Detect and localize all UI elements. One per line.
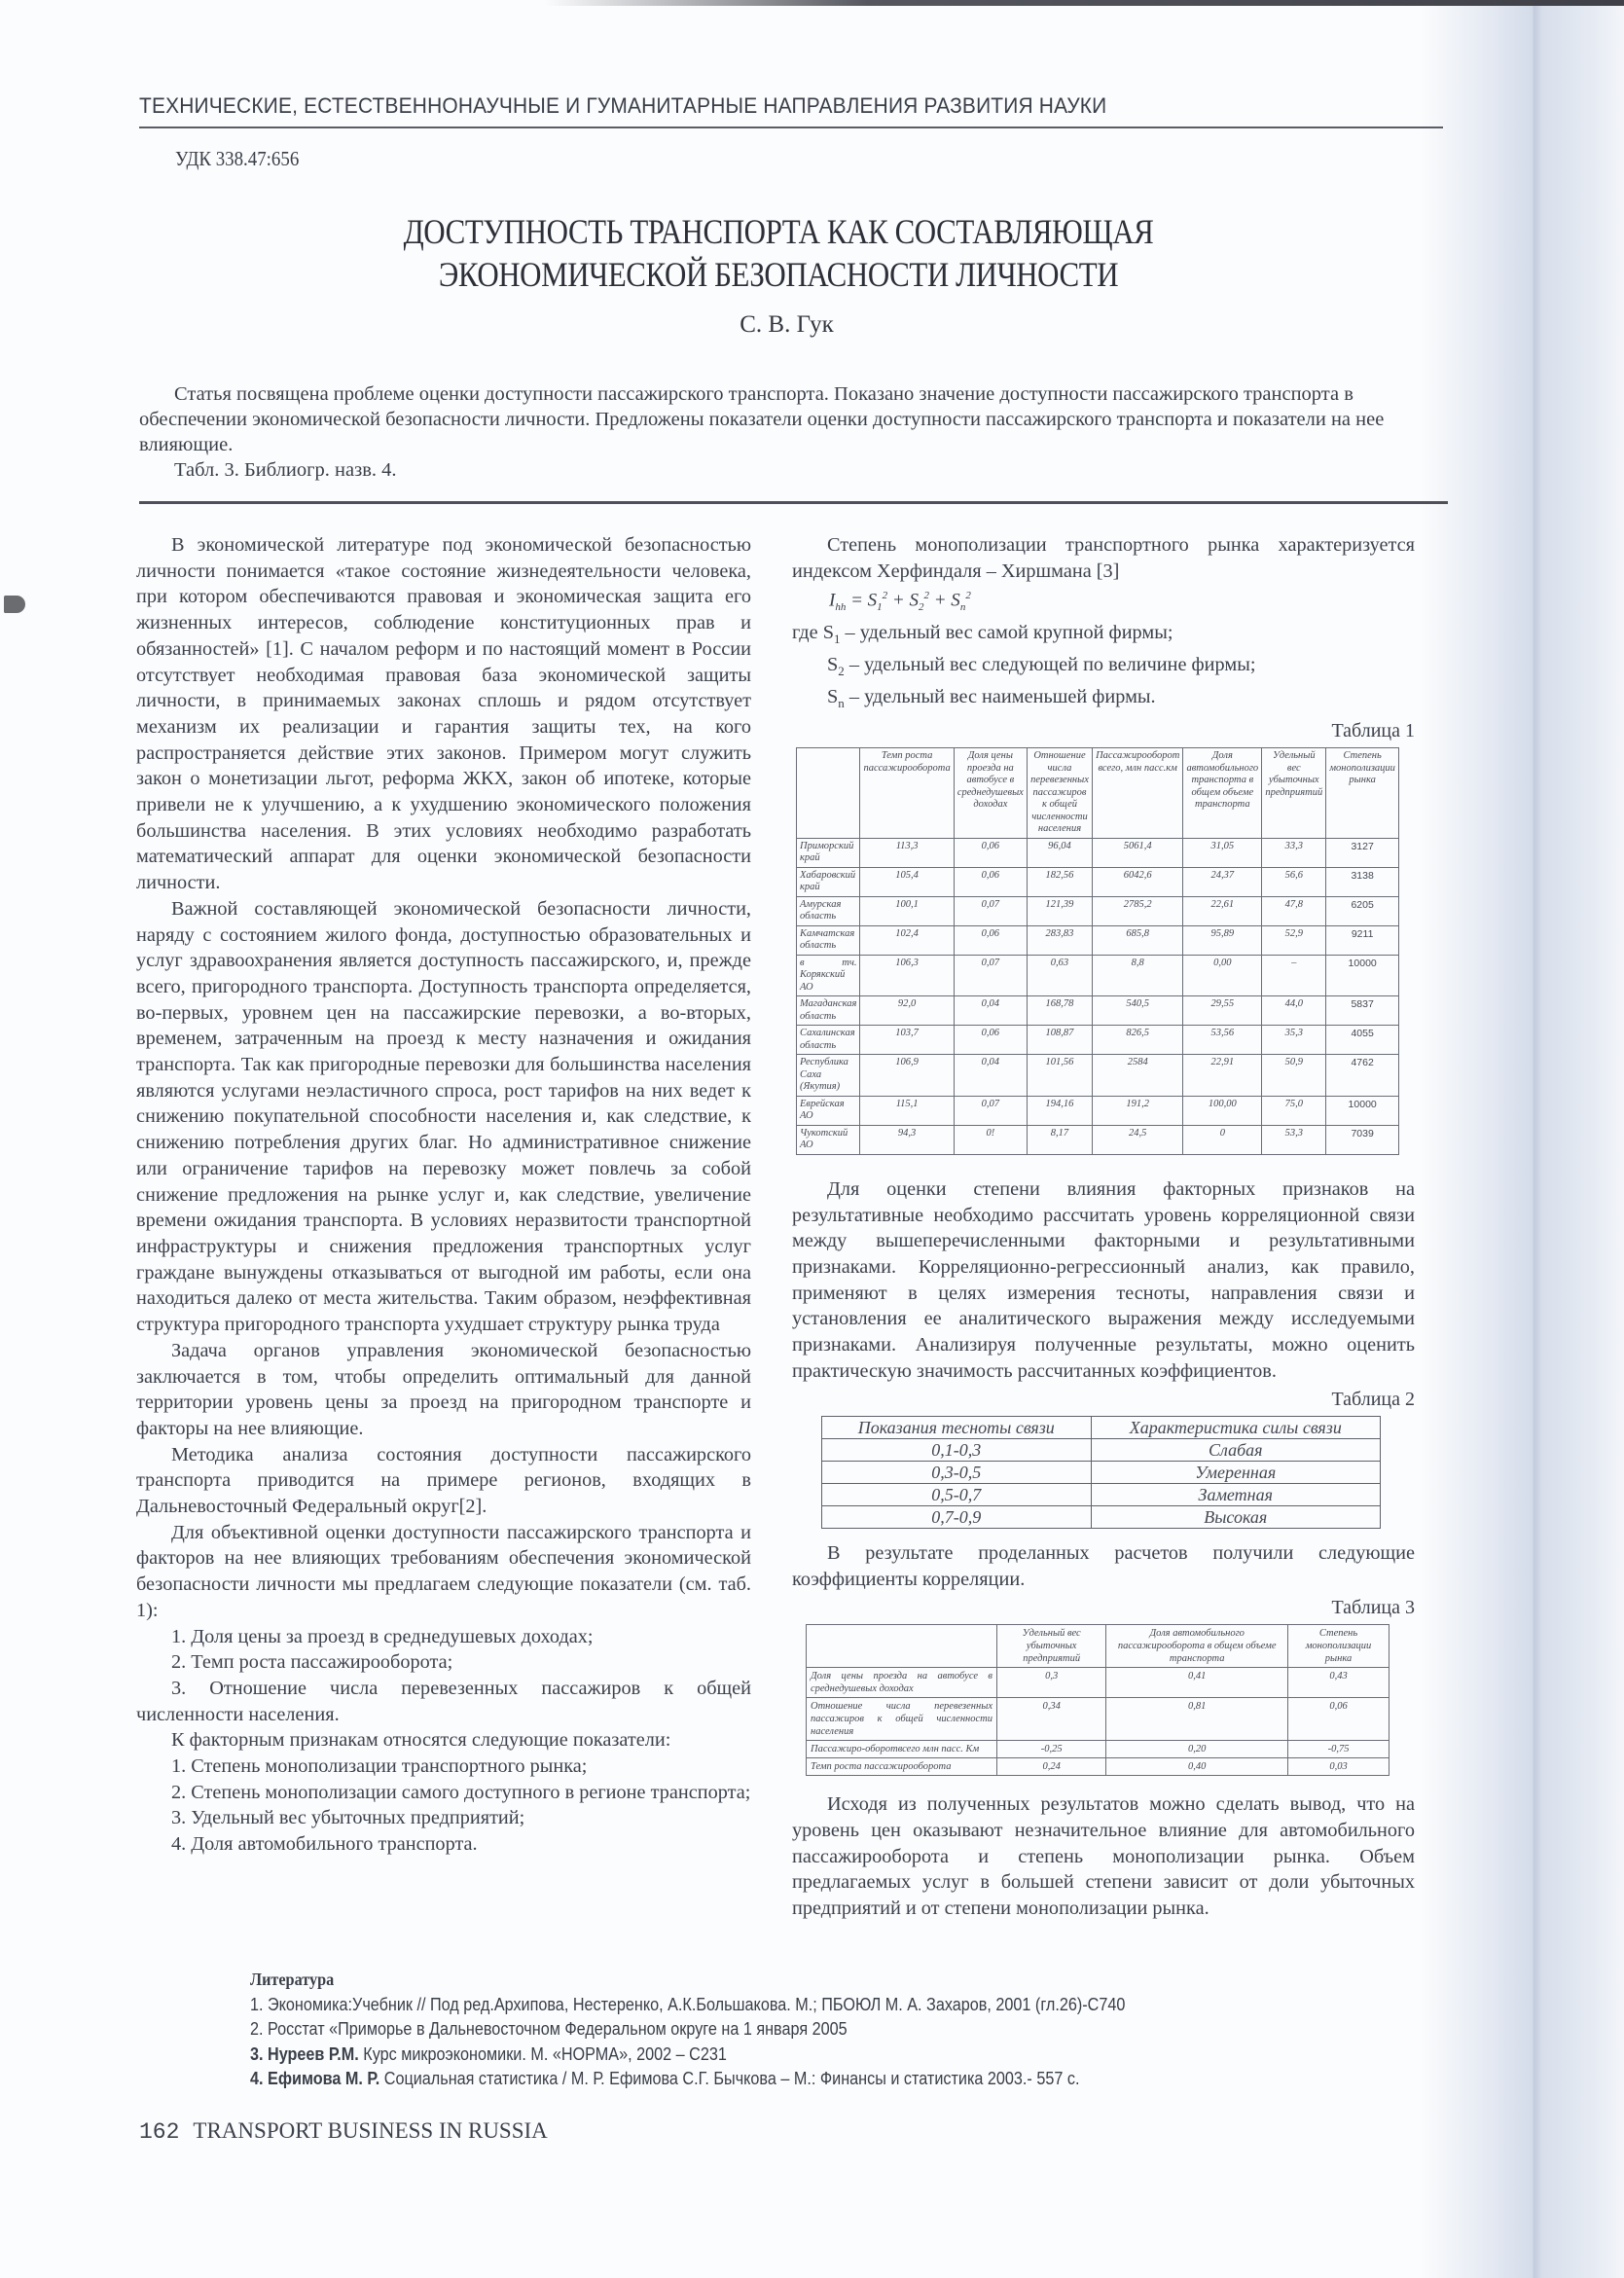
row-label-cell: Отношение числа перевезенных пассажиров к общей численности населения [807, 1698, 997, 1741]
author-container [0, 311, 1624, 339]
list-item: 1. Доля цены за проезд в среднедушевых доходах; [171, 1625, 594, 1647]
def-symbol: S [822, 621, 834, 643]
table-cell: 168,78 [1027, 996, 1092, 1026]
reference-item [250, 2067, 1301, 2092]
table-cell: 0,07 [954, 1096, 1027, 1125]
paragraph: Для объективной оценки доступности пассажирского транспорта и факторов на нее влияющих требованиям обеспечения экономической безопасности личности мы предлагаем следующие показатели (см. таб. 1): [136, 1521, 751, 1621]
row-label-cell: Приморский край [797, 838, 860, 867]
formula-term-sub: 1 [877, 601, 883, 614]
table-cell: Слабая [1091, 1439, 1380, 1462]
table-cell: Умеренная [1091, 1462, 1380, 1484]
table-cell: 0,06 [954, 838, 1027, 867]
def-symbol: S [827, 685, 839, 707]
table-cell: 108,87 [1027, 1026, 1092, 1055]
page-gutter-shadow [1420, 0, 1624, 2278]
table-cell: 4055 [1326, 1026, 1399, 1055]
formula-definitions [792, 620, 1415, 716]
row-label-cell: 0,1-0,3 [822, 1439, 1092, 1462]
table-row [797, 867, 1399, 896]
table-cell: 52,9 [1262, 925, 1326, 955]
table-cell: 0,34 [997, 1698, 1106, 1741]
table-header-cell: Темп роста пассажирооборота [860, 748, 954, 839]
table-cell: 22,61 [1183, 896, 1262, 925]
table-cell: 100,00 [1183, 1096, 1262, 1125]
table-cell: 106,3 [860, 955, 954, 996]
right-column [792, 532, 1415, 1922]
row-label-cell: Сахалинская область [797, 1026, 860, 1055]
table-cell: 182,56 [1027, 867, 1092, 896]
article-title-line-1: ДОСТУПНОСТЬ ТРАНСПОРТА КАК СОСТАВЛЯЮЩАЯ [403, 212, 1154, 251]
row-label-cell: Доля цены проезда на автобусе в среднедушевых доходах [807, 1668, 997, 1698]
table-cell: 101,56 [1027, 1055, 1092, 1097]
def-sub: 1 [833, 631, 841, 646]
formula-lhs: I [829, 590, 836, 611]
def-sub: 2 [838, 663, 845, 678]
def-sub: n [838, 695, 845, 710]
abstract [139, 381, 1448, 483]
table-row [822, 1484, 1381, 1506]
paragraph: В результате проделанных расчетов получили следующие коэффициенты корреляции. [792, 1542, 1415, 1590]
table-cell: 92,0 [860, 996, 954, 1026]
table-cell: 5837 [1326, 996, 1399, 1026]
hhi-formula: $I_{hh} = S_1^2 + S_2^2 + S_n^2$ [829, 590, 971, 614]
table-cell: 0,03 [1288, 1758, 1389, 1776]
article-title-line-2: ЭКОНОМИЧЕСКОЙ БЕЗОПАСНОСТИ ЛИЧНОСТИ [438, 255, 1119, 294]
list-item: 3. Удельный вес убыточных предприятий; [171, 1807, 525, 1829]
table-cell: 0,07 [954, 955, 1027, 996]
row-label-cell: Темп роста пассажирооборота [807, 1758, 997, 1776]
table-cell: 50,9 [1262, 1055, 1326, 1097]
table-cell: 24,37 [1183, 867, 1262, 896]
reference-text: 1. Экономика:Учебник // Под ред.Архипова, Нестеренко, А.К.Большакова. М.; ПБОЮЛ М. А. Захаров, 2001 (гл.26)-С740 [250, 1994, 1126, 2014]
table-header-cell: Удельный вес убыточных предприятий [997, 1625, 1106, 1668]
reference-item [250, 2017, 1301, 2043]
page-number: 162 [139, 2119, 180, 2145]
table-cell: 8,17 [1027, 1125, 1092, 1154]
table-cell: 0,40 [1106, 1758, 1288, 1776]
paragraph: Исходя из полученных результатов можно сделать вывод, что на уровень цен оказывают незначительное влияние для автомобильного пассажирооборота и степень монополизации рынка. Объем предлагаемых услуг в большей степени зависит от доли убыточных предприятий и от степени монополизации рынка. [792, 1793, 1415, 1920]
references-heading: Литература [250, 1970, 335, 1989]
list-item: 2. Степень монополизации самого доступного в регионе транспорта; [171, 1781, 751, 1803]
table-header-cell: Удельный вес убыточных предприятий [1262, 748, 1326, 839]
paragraph: Для оценки степени влияния факторных признаков на результативные необходимо рассчитать уровень корреляционной связи между вышеперечисленными факторными и результативными признаками. Корреляционно-регрессионный анализ, как правило, применяют в целях измерения тесноты, направления связи и установления ее аналитического выражения между исследуемыми признаками. Анализируя полученные результаты, можно оценить практическую значимость рассчитанных коэффициентов. [792, 1177, 1415, 1382]
table-cell: Высокая [1091, 1506, 1380, 1529]
table-cell: 95,89 [1183, 925, 1262, 955]
table-header-cell [797, 748, 860, 839]
reference-text: 2. Росстат «Приморье в Дальневосточном Федеральном округе на 1 января 2005 [250, 2019, 848, 2039]
row-label-cell: Хабаровский край [797, 867, 860, 896]
abstract-ref-count: Табл. 3. Библиогр. назв. 4. [174, 459, 397, 481]
scan-artifact-mark [4, 596, 25, 613]
table-row [797, 996, 1399, 1026]
row-label-cell: 0,5-0,7 [822, 1484, 1092, 1506]
table-row [797, 896, 1399, 925]
abstract-divider [139, 501, 1448, 504]
table-header-cell: Доля автомобильного пассажирооборота в общем объеме транспорта [1106, 1625, 1288, 1668]
table-cell: 4762 [1326, 1055, 1399, 1097]
table-header-cell: Доля автомобильного транспорта в общем объеме транспорта [1183, 748, 1262, 839]
table-cell: 0! [954, 1125, 1027, 1154]
list-item: 4. Доля автомобильного транспорта. [171, 1833, 478, 1856]
reference-author: 4. Ефимова М. Р. [250, 2069, 380, 2088]
abstract-text: Статья посвящена проблеме оценки доступности пассажирского транспорта. Показано значение доступности пассажирского транспорта в обеспечении экономической безопасности личности. Предложены показатели оценки доступности пассажирского транспорта и показатели на нее влияющие. [139, 383, 1385, 455]
reference-item [250, 2043, 1301, 2068]
table-cell: 44,0 [1262, 996, 1326, 1026]
table-cell: 283,83 [1027, 925, 1092, 955]
table-row [797, 1026, 1399, 1055]
table-cell: 5061,4 [1093, 838, 1183, 867]
table-cell: 115,1 [860, 1096, 954, 1125]
table-cell: 103,7 [860, 1026, 954, 1055]
table-cell: 9211 [1326, 925, 1399, 955]
header-divider [139, 127, 1443, 128]
table-1 [796, 747, 1399, 1155]
table-cell: 22,91 [1183, 1055, 1262, 1097]
table-header-cell: Характеристика силы связи [1091, 1417, 1380, 1439]
table-cell: 96,04 [1027, 838, 1092, 867]
table-row [807, 1698, 1389, 1741]
table-cell: 0,06 [1288, 1698, 1389, 1741]
table-cell: 29,55 [1183, 996, 1262, 1026]
row-label-cell: Пассажиро-оборотвсего млн пасс. Км [807, 1741, 997, 1758]
paragraph: Степень монополизации транспортного рынка характеризуется индексом Херфиндаля – Хиршмана [3] [792, 534, 1415, 582]
table-cell: 826,5 [1093, 1026, 1183, 1055]
table-row [797, 1055, 1399, 1097]
table-cell: 6042,6 [1093, 867, 1183, 896]
row-label-cell: 0,3-0,5 [822, 1462, 1092, 1484]
author: С. В. Гук [740, 311, 834, 338]
table-row [807, 1758, 1389, 1776]
table-cell: 0,06 [954, 925, 1027, 955]
formula-equals: = [846, 590, 868, 611]
running-head: ТЕХНИЧЕСКИЕ, ЕСТЕСТВЕННОНАУЧНЫЕ И ГУМАНИТАРНЫЕ НАПРАВЛЕНИЯ РАЗВИТИЯ НАУКИ [139, 93, 1107, 118]
table-cell: 35,3 [1262, 1026, 1326, 1055]
table-cell: 75,0 [1262, 1096, 1326, 1125]
table-header-cell [807, 1625, 997, 1668]
references-list [250, 1993, 1301, 2092]
table-cell: 0,07 [954, 896, 1027, 925]
reference-text: Курс микроэкономики. М. «НОРМА», 2002 – С231 [358, 2043, 727, 2064]
table-cell: 0,41 [1106, 1668, 1288, 1698]
table-cell: 194,16 [1027, 1096, 1092, 1125]
table-cell: -0,75 [1288, 1741, 1389, 1758]
table-cell: 0,63 [1027, 955, 1092, 996]
table-cell: 2584 [1093, 1055, 1183, 1097]
paragraph: В экономической литературе под экономической безопасностью личности понимается «такое состояние жизнедеятельности человека, при котором обеспечиваются правовая и экономическая защита его жизненных интересов, соблюдение конституционных прав и обязанностей» [1]. С началом реформ и по настоящий момент в России отсутствует необходимая правовая база экономической защиты личности, в принимаемых законах сплошь и рядом отсутствует механизм их реализации и гарантия защиты тех, на кого распространяется действие этих законов. Примером могут служить закон о монетизации льгот, реформа ЖКХ, закон об ипотеке, которые привели не к улучшению, а к ухудшению экономического положения большинства населения. В этих условиях необходимо разработать математический аппарат для оценки экономической безопасности личности. [136, 534, 751, 894]
def-text: – удельный вес следующей по величине фирмы; [844, 653, 1256, 675]
table-header-cell: Степень монополизации рынка [1326, 748, 1399, 839]
table-cell: 56,6 [1262, 867, 1326, 896]
references [250, 1968, 1301, 2092]
table-cell: 540,5 [1093, 996, 1183, 1026]
reference-text: Социальная статистика / М. Р. Ефимова С.Г. Бычкова – М.: Финансы и статистика 2003.- 557 с. [379, 2069, 1080, 2088]
table-3 [806, 1624, 1389, 1776]
row-label-cell: Амурская область [797, 896, 860, 925]
row-label-cell: Магаданская область [797, 996, 860, 1026]
formula-lhs-sub: hh [835, 601, 847, 614]
list-item: 2. Темп роста пассажирооборота; [171, 1651, 453, 1674]
table-cell: 10000 [1326, 955, 1399, 996]
table-cell: 191,2 [1093, 1096, 1183, 1125]
udk-code: УДК 338.47:656 [175, 147, 300, 170]
table-cell: 7039 [1326, 1125, 1399, 1154]
table-cell: 0,3 [997, 1668, 1106, 1698]
table-header-cell: Степень монополизации рынка [1288, 1625, 1389, 1668]
article-title [235, 210, 1322, 296]
table-row [797, 925, 1399, 955]
table-cell: 0,20 [1106, 1741, 1288, 1758]
paragraph: Задача органов управления экономической безопасностью заключается в том, чтобы определить оптимальный для данной территории уровень цены за проезд на пригородном транспорте и факторы на нее влияющие. [136, 1339, 751, 1439]
row-label-cell: в тч. Корякский АО [797, 955, 860, 996]
table-cell: 53,3 [1262, 1125, 1326, 1154]
table-cell: 33,3 [1262, 838, 1326, 867]
table-header-cell: Показания тесноты связи [822, 1417, 1092, 1439]
table-cell: Заметная [1091, 1484, 1380, 1506]
table-cell: 0,06 [954, 1026, 1027, 1055]
table-cell: 0,04 [954, 996, 1027, 1026]
journal-name: TRANSPORT BUSINESS IN RUSSIA [193, 2118, 548, 2143]
reference-author: 3. Нуреев Р.М. [250, 2043, 359, 2064]
table-cell: 121,39 [1027, 896, 1092, 925]
definition-item [792, 620, 1415, 652]
table-cell: 0,00 [1183, 955, 1262, 996]
table-cell: 53,56 [1183, 1026, 1262, 1055]
table-cell: 106,9 [860, 1055, 954, 1097]
reference-item [250, 1993, 1301, 2018]
table-cell: 3138 [1326, 867, 1399, 896]
table-cell: 0,04 [954, 1055, 1027, 1097]
table-row [797, 1125, 1399, 1154]
row-label-cell: Камчатская область [797, 925, 860, 955]
definition-item [792, 652, 1415, 684]
definition-item [792, 684, 1415, 716]
table-cell: 31,05 [1183, 838, 1262, 867]
def-symbol: S [827, 653, 839, 675]
paragraph: К факторным признакам относятся следующие показатели: [171, 1729, 671, 1752]
table-cell: – [1262, 955, 1326, 996]
page-footer [139, 2118, 548, 2145]
def-text: – удельный вес самой крупной фирмы; [840, 621, 1173, 643]
table-cell: 24,5 [1093, 1125, 1183, 1154]
table-cell: 0 [1183, 1125, 1262, 1154]
row-label-cell: Республика Саха (Якутия) [797, 1055, 860, 1097]
formula-term-sub: 2 [918, 601, 924, 614]
def-prefix: где [792, 621, 823, 643]
table3-caption: Таблица 3 [1331, 1596, 1415, 1618]
table-row [797, 838, 1399, 867]
table-cell: 6205 [1326, 896, 1399, 925]
row-label-cell: Чукотский АО [797, 1125, 860, 1154]
table-row [807, 1741, 1389, 1758]
def-text: – удельный вес наименьшей фирмы. [844, 685, 1156, 707]
table-row [797, 955, 1399, 996]
table-cell: 0,24 [997, 1758, 1106, 1776]
table-row [822, 1439, 1381, 1462]
table-row [807, 1668, 1389, 1698]
table-header-cell: Доля цены проезда на автобусе в среднедушевых доходах [954, 748, 1027, 839]
list-item: 3. Отношение числа перевезенных пассажиров к общей численности населения. [136, 1677, 751, 1725]
table-cell: 0,81 [1106, 1698, 1288, 1741]
scan-top-edge [545, 0, 1624, 6]
table-cell: 2785,2 [1093, 896, 1183, 925]
table-cell: 102,4 [860, 925, 954, 955]
paragraph: Методика анализа состояния доступности пассажирского транспорта приводится на примере регионов, входящих в Дальневосточный Федеральный округ[2]. [136, 1443, 751, 1518]
row-label-cell: 0,7-0,9 [822, 1506, 1092, 1529]
table-cell: 0,43 [1288, 1668, 1389, 1698]
table-header-cell: Отношение числа перевезенных пассажиров к общей численности населения [1027, 748, 1092, 839]
table2-caption: Таблица 2 [1331, 1388, 1415, 1410]
table1-caption: Таблица 1 [1331, 719, 1415, 741]
table-header-cell: Пассажирооборот всего, млн пасс.км [1093, 748, 1183, 839]
list-item: 1. Степень монополизации транспортного рынка; [171, 1755, 588, 1778]
table-cell: 0,06 [954, 867, 1027, 896]
table-cell: 47,8 [1262, 896, 1326, 925]
table-cell: 113,3 [860, 838, 954, 867]
table-cell: -0,25 [997, 1741, 1106, 1758]
table-cell: 8,8 [1093, 955, 1183, 996]
table-cell: 100,1 [860, 896, 954, 925]
table-2 [821, 1416, 1381, 1529]
table-row [822, 1506, 1381, 1529]
table-cell: 10000 [1326, 1096, 1399, 1125]
table-cell: 105,4 [860, 867, 954, 896]
row-label-cell: Еврейская АО [797, 1096, 860, 1125]
formula-term-sub: n [959, 601, 966, 614]
table-row [822, 1462, 1381, 1484]
paragraph: Важной составляющей экономической безопасности личности, наряду с состоянием жилого фонда, доступностью образовательных и услуг здравоохранения является доступность пассажирского, и, прежде всего, пригородного транспорта. Доступность транспорта определяется, во-первых, уровнем цен на пассажирские перевозки, а во-вторых, временем, затраченным на проезд к месту назначения и ожидания транспорта. Так как пригородные перевозки для большинства населения являются услугами неэластичного спроса, рост тарифов на них ведет к снижению покупательной способности населения и, как следствие, к снижению потребления других благ. Но административное снижение или ограничение тарифов на перевозку может повлечь за собой снижение предложения на рынке услуг и, как следствие, увеличение времени ожидания транспорта. В условиях неразвитости транспортной инфраструктуры и снижения предложения транспортных услуг граждане вынуждены отказываться от выгодной им работы, если она находиться далеко от места жительства. Таким образом, неэффективная структура пригородного транспорта ухудшает структуру рынка труда [136, 897, 751, 1336]
table-cell: 3127 [1326, 838, 1399, 867]
table-cell: 94,3 [860, 1125, 954, 1154]
table-row [797, 1096, 1399, 1125]
left-column [136, 532, 751, 1858]
table-cell: 685,8 [1093, 925, 1183, 955]
